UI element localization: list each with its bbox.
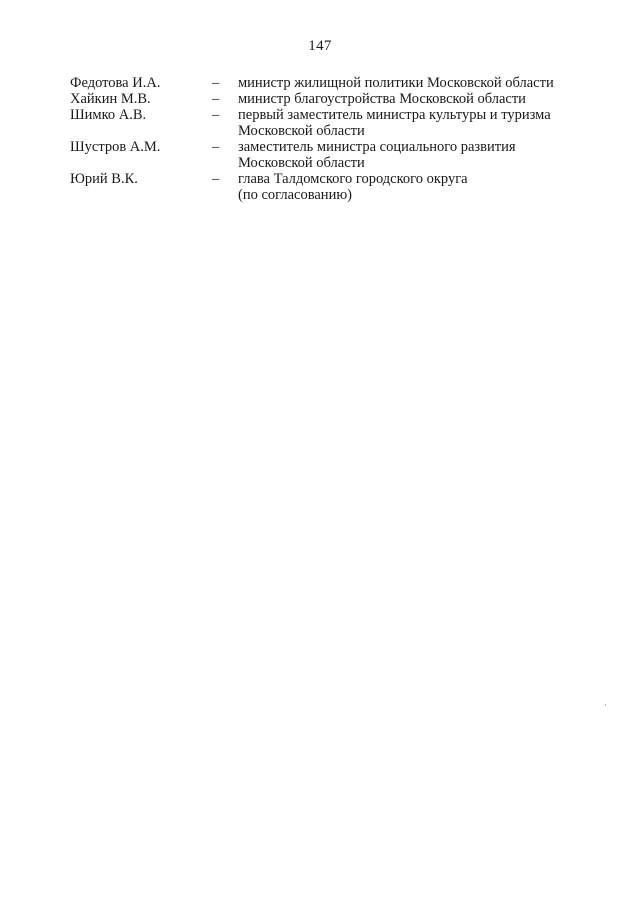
member-role: министр жилищной политики Московской области <box>238 75 554 91</box>
dash-separator: – <box>212 171 220 187</box>
page-number: 147 <box>308 38 332 54</box>
dash-separator: – <box>212 139 220 155</box>
member-role: министр благоустройства Московской области <box>238 91 526 107</box>
members-list <box>70 75 590 203</box>
list-item <box>70 171 590 203</box>
member-name: Федотова И.А. <box>70 75 161 91</box>
member-role: глава Талдомского городского округа (по согласованию) <box>238 171 468 203</box>
list-item <box>70 139 590 171</box>
member-role: первый заместитель министра культуры и туризма Московской области <box>238 107 551 139</box>
list-item <box>70 107 590 139</box>
dash-separator: – <box>212 91 220 107</box>
scan-speck <box>605 704 606 706</box>
dash-separator: – <box>212 75 220 91</box>
dash-separator: – <box>212 107 220 123</box>
member-name: Юрий В.К. <box>70 171 138 187</box>
list-item <box>70 75 590 91</box>
member-name: Шимко А.В. <box>70 107 147 123</box>
member-name: Шустров А.М. <box>70 139 161 155</box>
member-role: заместитель министра социального развития Московской области <box>238 139 516 171</box>
list-item <box>70 91 590 107</box>
member-name: Хайкин М.В. <box>70 91 151 107</box>
